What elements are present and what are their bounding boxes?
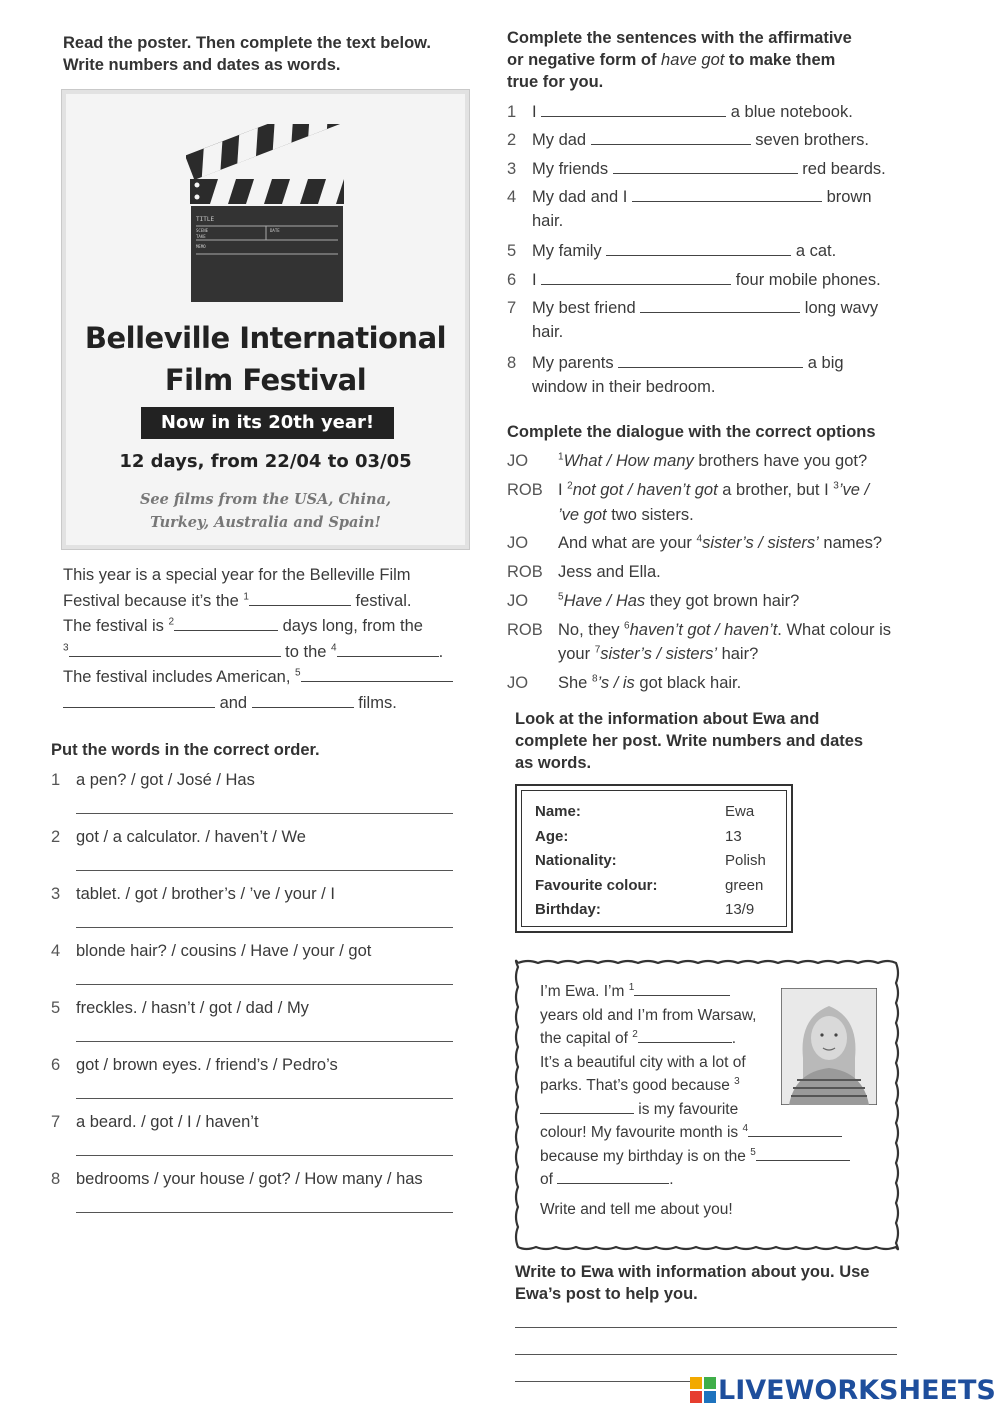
clapper-take-label: TAKE [196, 234, 206, 239]
post-line: Write and tell me about you! [540, 1201, 733, 1218]
instruction-line: Complete the sentences with the affirmative [507, 29, 852, 47]
answer-line[interactable] [76, 984, 453, 985]
tagline-line: See films from the USA, China, [139, 491, 392, 508]
post-blank-3[interactable] [540, 1099, 634, 1114]
instruction-line: true for you. [507, 73, 604, 91]
item-number: 8 [507, 354, 517, 372]
clapper-title-label: TITLE [196, 216, 215, 223]
instruction-line: Ewa’s post to help you. [515, 1285, 698, 1303]
liveworksheets-badge-icon [690, 1377, 716, 1403]
item-prompt: bedrooms / your house / got? / How many / has [76, 1170, 423, 1188]
item-number: 2 [507, 131, 517, 149]
liveworksheets-wordmark: LIVEWORKSHEETS [718, 1374, 996, 1406]
clapper-date-label: DATE [270, 228, 280, 233]
item-number: 3 [507, 160, 517, 178]
speaker-jo: JO [507, 674, 529, 692]
item-number: 1 [507, 103, 517, 121]
paragraph-line: The festival includes American, $^5$ [63, 665, 483, 691]
answer-blank[interactable] [613, 159, 798, 174]
paragraph-line: The festival is $^2$ days long, from the [63, 616, 423, 635]
answer-blank[interactable] [640, 298, 800, 313]
paragraph-line: Festival because it’s the $^1$ festival. [63, 591, 412, 610]
post-blank-1[interactable] [634, 981, 730, 996]
info-value: green [725, 876, 764, 894]
order-item [51, 768, 471, 818]
speaker-jo: JO [507, 452, 529, 470]
answer-blank[interactable] [541, 270, 731, 285]
answer-blank[interactable] [541, 102, 726, 117]
post-line: years old and I’m from Warsaw, [540, 1007, 757, 1024]
answer-line[interactable] [76, 1212, 453, 1213]
post-line: because my birthday is on the $^5$ [540, 1145, 850, 1169]
item-number: 5 [51, 999, 61, 1017]
instruction-line: Read the poster. Then complete the text below. [63, 34, 431, 52]
post-line: It’s a beautiful city with a lot of [540, 1054, 746, 1071]
poster-title-line2: Film Festival [164, 363, 367, 397]
item-number: 4 [51, 942, 61, 960]
speaker-rob: ROB [507, 563, 543, 581]
option-choice[interactable]: Have / Has [563, 592, 646, 610]
option-choice[interactable]: ’ve / [838, 481, 870, 499]
writing-line[interactable] [515, 1354, 897, 1355]
ewa-instructions [515, 708, 915, 774]
info-row [535, 851, 785, 871]
paragraph-line: $^3$ to the $^4$ . [63, 642, 444, 661]
festival-paragraph [63, 563, 483, 716]
option-choice[interactable]: sister’s / sisters’ [702, 534, 819, 552]
order-item [51, 1167, 471, 1217]
post-blank-5b[interactable] [557, 1169, 669, 1184]
post-line: parks. That’s good because $^3$ [540, 1075, 740, 1094]
sentence-continuation: hair. [532, 212, 564, 230]
speaker-jo: JO [507, 534, 529, 552]
tagline-line: Turkey, Australia and Spain! [150, 514, 381, 531]
writing-line[interactable] [515, 1381, 690, 1382]
instruction-line: as words. [515, 754, 592, 772]
post-blank-2[interactable] [638, 1028, 732, 1043]
ewa-photo [781, 988, 877, 1105]
info-value: 13/9 [725, 901, 755, 918]
instruction-line: Write numbers and dates as words. [63, 56, 341, 74]
option-choice[interactable]: ’s / is [597, 674, 635, 692]
post-line: I’m Ewa. I’m $^1$ [540, 980, 730, 1004]
liveworksheets-logo [690, 1373, 996, 1407]
answer-line[interactable] [76, 1098, 453, 1099]
post-blank-4[interactable] [748, 1122, 842, 1137]
option-choice[interactable]: ’ve got [558, 506, 607, 524]
info-label: Birthday: [535, 901, 601, 918]
answer-blank[interactable] [632, 187, 822, 202]
clapperboard-icon [186, 124, 361, 306]
poster-dates: 12 days, from 22/04 to 03/05 [119, 451, 412, 472]
answer-blank[interactable] [606, 241, 791, 256]
info-row [535, 827, 785, 847]
speaker-rob: ROB [507, 621, 543, 639]
order-item [51, 996, 471, 1046]
info-value: 13 [725, 827, 742, 845]
item-number: 4 [507, 188, 517, 206]
dialogue-instruction: Complete the dialogue with the correct options [507, 423, 876, 441]
sentence-continuation: window in their bedroom. [532, 378, 716, 396]
option-choice[interactable]: sister’s / sisters’ [600, 645, 717, 663]
item-number: 7 [51, 1113, 61, 1131]
answer-blank-5c[interactable] [252, 693, 354, 708]
option-choice[interactable]: not got / haven’t got [572, 481, 718, 499]
info-row [535, 802, 785, 822]
item-number: 1 [51, 771, 61, 789]
answer-blank[interactable] [618, 353, 803, 368]
answer-blank-4[interactable] [337, 642, 439, 657]
info-value: Polish [725, 852, 766, 869]
info-row [535, 876, 785, 896]
festival-poster [62, 90, 469, 549]
answer-blank-5a[interactable] [301, 667, 453, 682]
order-instruction: Put the words in the correct order. [51, 741, 320, 759]
have-got-instructions [507, 27, 927, 93]
poster-title-line1: Belleville International [84, 321, 447, 355]
instruction-line: or negative form of have got to make them [507, 51, 836, 69]
info-row [535, 900, 785, 920]
order-item [51, 939, 471, 989]
poster-tagline [66, 488, 465, 534]
info-label: Nationality: [535, 852, 617, 869]
info-label: Name: [535, 803, 581, 820]
order-item [51, 1053, 471, 1103]
item-prompt: got / brown eyes. / friend’s / Pedro’s [76, 1056, 338, 1074]
answer-line[interactable] [76, 813, 453, 814]
answer-line[interactable] [76, 1041, 453, 1042]
clapper-scene-label: SCENE [196, 228, 209, 233]
answer-blank[interactable] [591, 130, 751, 145]
speaker-jo: JO [507, 592, 529, 610]
answer-line[interactable] [76, 870, 453, 871]
answer-blank-1[interactable] [249, 591, 351, 606]
paragraph-line: This year is a special year for the Belleville Film [63, 566, 411, 584]
item-prompt: a beard. / got / I / haven’t [76, 1113, 259, 1131]
poster-instructions [63, 32, 483, 76]
order-item [51, 825, 471, 875]
info-label: Favourite colour: [535, 876, 658, 894]
post-line: of . [540, 1171, 674, 1188]
sentence-continuation: hair. [532, 323, 564, 341]
item-prompt: blonde hair? / cousins / Have / your / got [76, 942, 372, 960]
paragraph-line: and films. [63, 691, 483, 717]
item-number: 6 [51, 1056, 61, 1074]
order-item [51, 1110, 471, 1160]
item-number: 8 [51, 1170, 61, 1188]
info-value: Ewa [725, 803, 755, 820]
item-prompt: tablet. / got / brother’s / ’ve / your / I [76, 885, 335, 903]
item-number: 5 [507, 242, 517, 260]
write-instructions [515, 1261, 915, 1305]
item-number: 2 [51, 828, 61, 846]
item-prompt: freckles. / hasn’t / got / dad / My [76, 999, 309, 1017]
instruction-line: Look at the information about Ewa and [515, 710, 820, 728]
item-prompt: a pen? / got / José / Has [76, 771, 255, 789]
answer-blank-2[interactable] [174, 616, 278, 631]
post-line: the capital of $^2$ . [540, 1028, 737, 1047]
item-number: 7 [507, 299, 517, 317]
clapper-memo-label: MEMO [196, 244, 206, 249]
answer-blank-5b[interactable] [63, 693, 215, 708]
post-blank-5a[interactable] [756, 1146, 850, 1161]
answer-line[interactable] [76, 927, 453, 928]
speaker-rob: ROB [507, 481, 543, 499]
item-number: 6 [507, 271, 517, 289]
ewa-info-card [515, 784, 793, 933]
answer-blank-3[interactable] [69, 642, 281, 657]
instruction-line: complete her post. Write numbers and dates [515, 732, 864, 750]
order-item [51, 882, 471, 932]
post-line: colour! My favourite month is $^4$ [540, 1121, 842, 1145]
option-choice[interactable]: haven’t got / haven’t [629, 621, 778, 639]
answer-line[interactable] [76, 1155, 453, 1156]
option-choice[interactable]: What / How many [563, 452, 694, 470]
info-label: Age: [535, 827, 569, 845]
writing-line[interactable] [515, 1327, 897, 1328]
poster-banner: Now in its 20th year! [141, 407, 394, 439]
item-number: 3 [51, 885, 61, 903]
item-prompt: got / a calculator. / haven’t / We [76, 828, 306, 846]
instruction-line: Write to Ewa with information about you. Use [515, 1263, 870, 1281]
post-line: is my favourite [540, 1098, 738, 1122]
